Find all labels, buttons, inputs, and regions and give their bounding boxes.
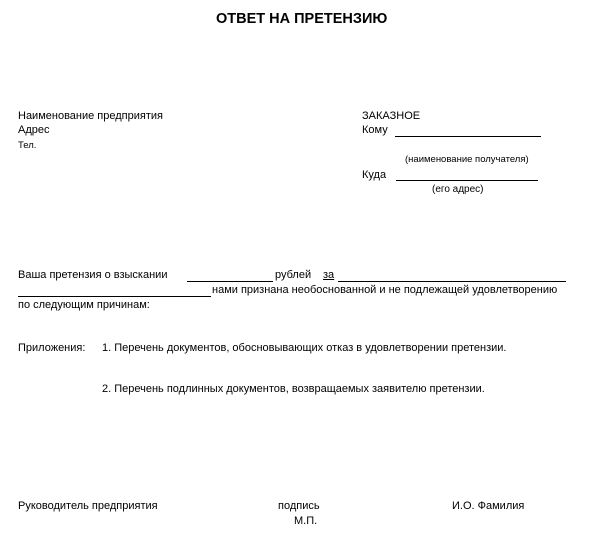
document-title: ОТВЕТ НА ПРЕТЕНЗИЮ: [216, 11, 388, 27]
attachment-item-2: 2. Перечень подлинных документов, возвращаемых заявителю претензии.: [102, 383, 485, 395]
sender-phone-label: Тел.: [18, 140, 37, 151]
recipient-where-line: [396, 180, 538, 181]
attachment-item-1: 1. Перечень документов, обосновывающих отказ в удовлетворении претензии.: [102, 342, 507, 354]
body-rubles-text: рублей: [275, 269, 312, 281]
signature-head-label: Руководитель предприятия: [18, 500, 158, 512]
body-reasons-text: по следующим причинам:: [18, 299, 150, 311]
body-rejected-text: нами признана необоснованной и не подлежащей удовлетворению: [212, 284, 558, 296]
recipient-where-label: Куда: [362, 169, 387, 181]
registered-mark: ЗАКАЗНОЕ: [362, 110, 421, 122]
signature-name-label: И.О. Фамилия: [452, 500, 525, 512]
recipient-to-label: Кому: [362, 124, 388, 136]
attachments-label: Приложения:: [18, 342, 86, 354]
recipient-where-caption: (его адрес): [432, 184, 484, 195]
sender-address-label: Адрес: [18, 124, 50, 136]
signature-sign-label: подпись: [278, 500, 320, 512]
recipient-to-caption: (наименование получателя): [405, 154, 529, 165]
reason-line: [338, 281, 566, 282]
body-for-text: за: [323, 269, 335, 281]
signature-stamp-label: М.П.: [294, 515, 318, 527]
recipient-to-line: [395, 136, 541, 137]
body-claim-text: Ваша претензия о взыскании: [18, 269, 168, 281]
reason-line-2: [18, 296, 211, 297]
amount-line: [187, 281, 273, 282]
sender-org-label: Наименование предприятия: [18, 110, 163, 122]
